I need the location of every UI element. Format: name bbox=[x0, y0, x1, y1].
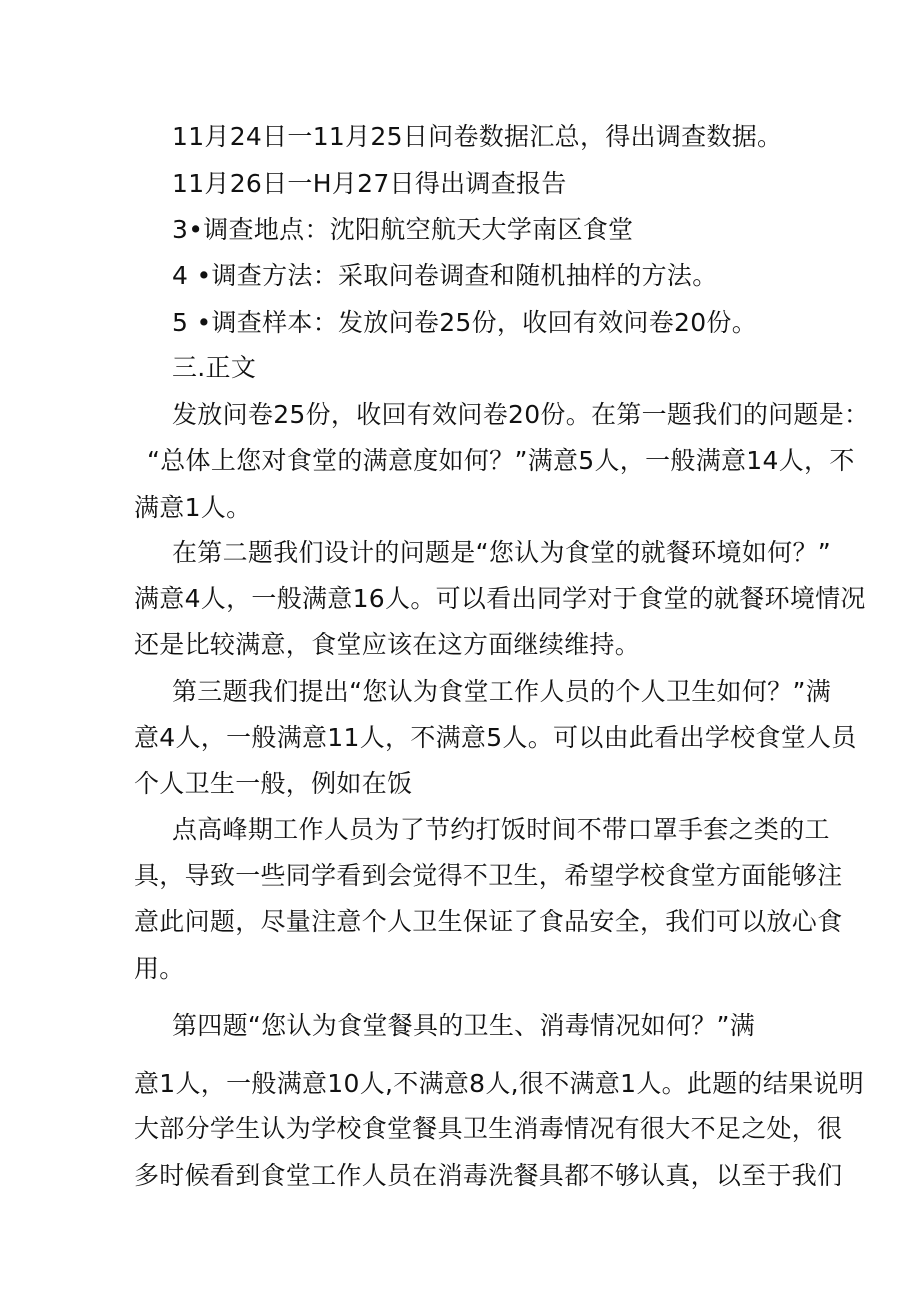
paragraph-line: 点高峰期工作人员为了节约打饭时间不带口罩手套之类的工 bbox=[172, 815, 830, 844]
paragraph-line: 还是比较满意，食堂应该在这方面继续维持。 bbox=[134, 630, 641, 659]
paragraph-line: 意4人，一般满意11人，不满意5人。可以由此看出学校食堂人员 bbox=[134, 723, 857, 752]
paragraph-line: “总体上您对食堂的满意度如何？”满意5人，一般满意14人，不 bbox=[147, 446, 855, 475]
text-line: 3•调查地点：沈阳航空航天大学南区食堂 bbox=[172, 215, 634, 244]
text-line: 4 •调查方法：采取问卷调查和随机抽样的方法。 bbox=[172, 261, 718, 290]
text-line: 5 •调查样本：发放问卷25份，收回有效问卷20份。 bbox=[172, 308, 758, 337]
paragraph-line: 大部分学生认为学校食堂餐具卫生消毒情况有很大不足之处，很 bbox=[134, 1114, 843, 1143]
text-line: 11月24日一11月25日问卷数据汇总，得出调查数据。 bbox=[172, 122, 783, 151]
paragraph-line: 意1人，一般满意10人,不满意8人,很不满意1人。此题的结果说明 bbox=[134, 1069, 865, 1098]
paragraph-line: 意此问题，尽量注意个人卫生保证了食品安全，我们可以放心食 bbox=[134, 907, 843, 936]
section-heading: 三.正文 bbox=[172, 353, 257, 382]
paragraph-line: 满意4人，一般满意16人。可以看出同学对于食堂的就餐环境情况 bbox=[134, 584, 866, 613]
paragraph-line: 多时候看到食堂工作人员在消毒洗餐具都不够认真，以至于我们 bbox=[134, 1161, 843, 1190]
paragraph-line: 第四题“您认为食堂餐具的卫生、消毒情况如何？”满 bbox=[172, 1011, 756, 1040]
text-line: 11月26日一H月27日得出调查报告 bbox=[172, 169, 567, 198]
paragraph-line: 在第二题我们设计的问题是“您认为食堂的就餐环境如何？” bbox=[172, 538, 832, 567]
paragraph-line: 发放问卷25份，收回有效问卷20份。在第一题我们的问题是： bbox=[172, 400, 870, 429]
paragraph-line: 满意1人。 bbox=[134, 493, 252, 522]
paragraph-line: 具，导致一些同学看到会觉得不卫生，希望学校食堂方面能够注 bbox=[134, 861, 843, 890]
paragraph-line: 第三题我们提出“您认为食堂工作人员的个人卫生如何？”满 bbox=[172, 677, 832, 706]
paragraph-line: 个人卫生一般，例如在饭 bbox=[134, 769, 413, 798]
paragraph-line: 用。 bbox=[134, 954, 185, 983]
